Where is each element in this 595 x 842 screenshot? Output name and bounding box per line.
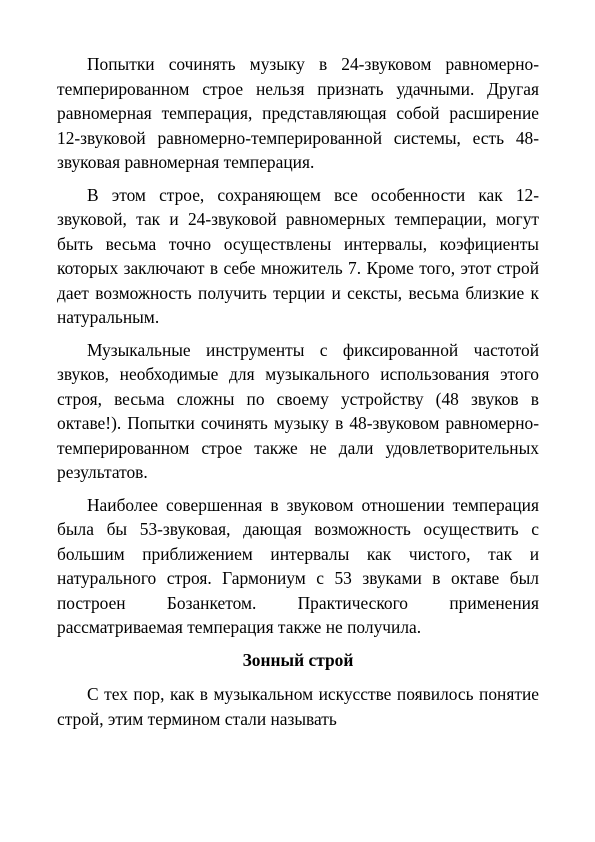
paragraph-24-tone-temperament: Попытки сочинять музыку в 24-звуковом равномерно-темперированном строе нельзя признать удачными. Другая равномерная темперация, представляющая собой расширение 12-звуковой равномерно-темперированной системы, есть 48-звуковая равномерная темперация. (57, 54, 539, 172)
paragraph-instruments: Музыкальные инструменты с фиксированной частотой звуков, необходимые для музыкального использования этого строя, весьма сложны по своему устройству (48 звуков в октаве!). Попытки сочинять музыку в 48-звуковом равномерно-темперированном строе также не дали удовлетворительных результатов. (57, 339, 539, 482)
section-heading: Зонный строй (242, 649, 354, 670)
paragraph-zone-tuning: С тех пор, как в музыкальном искусстве появилось понятие строй, этим термином стали называть (57, 684, 539, 729)
paragraph-48-tone-properties: В этом строе, сохраняющем все особенности как 12-звуковой, так и 24-звуковой равномерных темперации, могут быть весьма точно осуществлены интервалы, коэфициенты которых заключают в себе множитель 7. Кроме того, этот строй дает возможность получить терции и сексты, весьма близкие к натуральным. (57, 184, 539, 327)
paragraph-53-tone-temperament: Наиболее совершенная в звуковом отношении темперация была бы 53-звуковая, дающая возможность осуществить с большим приближением интервалы как чистого, так и натурального строя. Гармониум с 53 звуками в октаве был построен Бозанкетом. Практического применения рассматриваемая темперация также не получила. (57, 494, 539, 637)
document-page (57, 52, 539, 739)
